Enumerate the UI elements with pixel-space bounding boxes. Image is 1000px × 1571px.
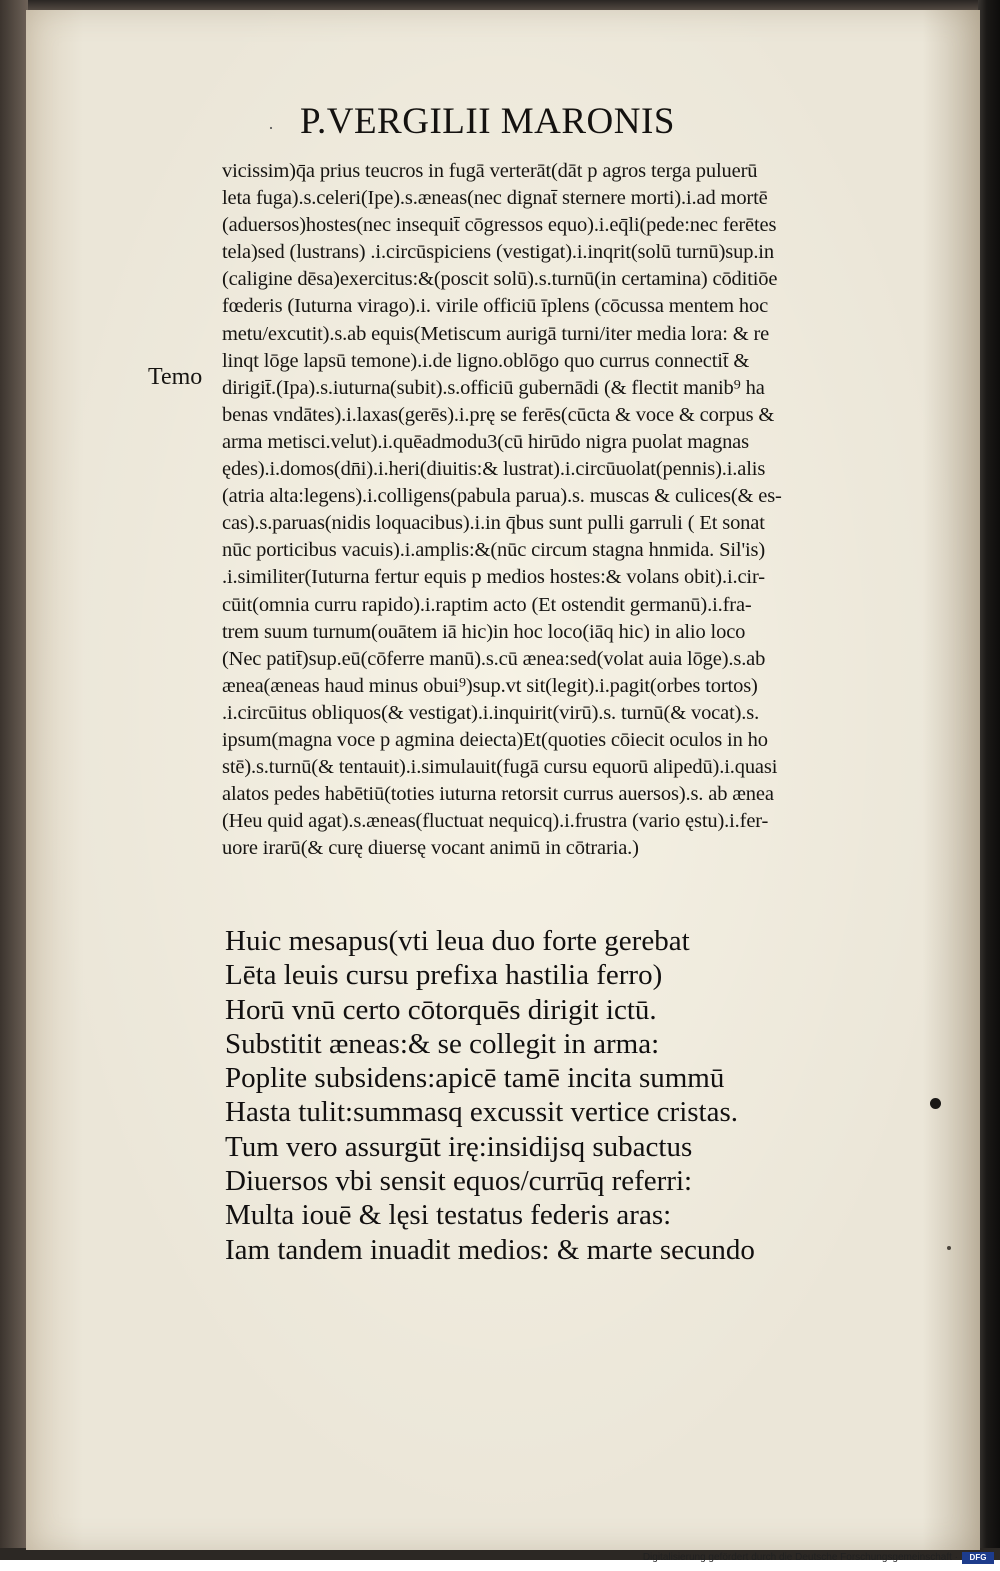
verse-line: Tum vero assurgūt irę:insidijsq subactus [225,1130,693,1163]
commentary-line: leta fuga).s.celeri(Ipe).s.æneas(nec dignat̄ sternere morti).i.ad mortē [222,187,768,210]
scanner-background-left [0,0,28,1560]
head-ornament-dot: · [268,118,274,138]
commentary-line: dirigit̄.(Ipa).s.iuturna(subit).s.officiū gubernādi (& flectit manib⁹ ha [222,376,765,399]
commentary-line: (aduersos)hostes(nec insequit̄ cōgressos equo).i.eq̄li(pede:nec ferētes [222,214,777,237]
verse-line: Horū vnū certo cōtorquēs dirigit ictū. [225,993,657,1026]
scanner-background-right [978,0,1000,1560]
commentary-line: trem suum turnum(ouātem iā hic)in hoc loco(iāq hic) in alio loco [222,620,746,643]
verse-line: Iam tandem inuadit medios: & marte secundo [225,1233,755,1266]
commentary-line: stē).s.turnū(& tentauit).i.simulauit(fugā cursu equorū alipedū).i.quasi [222,756,778,779]
commentary-line: fœderis (Iuturna virago).i. virile officiū īplens (cōcussa mentem hoc [222,295,769,318]
commentary-line: .i.circūitus obliquos(& vestigat).i.inquirit(virū).s. turnū(& vocat).s. [222,701,760,724]
verse-line: Multa iouē & lęsi testatus federis aras: [225,1199,672,1232]
commentary-line: (atria alta:legens).i.colligens(pabula parua).s. muscas & culices(& es- [222,485,782,508]
commentary-line: .i.similiter(Iuturna fertur equis p medios hostes:& volans obit).i.cir- [222,566,765,589]
commentary-line: metu/excutit).s.ab equis(Metiscum aurigā turni/iter media lora: & re [222,322,770,345]
verse-line: Huic mesapus(vti leua duo forte gerebat [225,925,690,957]
commentary-line: cūit(omnia curru rapido).i.raptim acto (Et ostendit germanū).i.fra- [222,593,752,616]
small-ink-dot-mark [947,1246,951,1250]
verse-line: Substitit æneas:& se collegit in arma: [225,1027,660,1060]
commentary-line: linqt lōge lapsū temone).i.de ligno.oblōgo quo currus connectit̄ & [222,349,750,372]
dfg-logo: DFG [962,1552,994,1564]
commentary-line: (Nec patit̄)sup.eū(cōferre manū).s.cū ænea:sed(volat auia lōge).s.ab [222,647,766,670]
commentary-line: arma metisci.velut).i.quēadmodu3(cū hirūdo nigra puolat magnas [222,430,749,453]
verse-line: Hasta tulit:summasq excussit vertice cristas. [225,1096,739,1129]
verse-line: Poplite subsidens:apicē tamē incita summū [225,1062,725,1095]
commentary-line: ędes).i.domos(dn̄i).i.heri(diuitis:& lustrat).i.circūuolat(pennis).i.alis [222,458,766,481]
verse-block [225,924,965,1267]
running-head: P.VERGILII MARONIS [300,101,675,142]
commentary-line: (Heu quid agat).s.æneas(fluctuat nequicq).i.frustra (vario ęstu).i.fer- [222,810,769,833]
commentary-line: uore irarū(& curę diuersę vocant animū in cōtraria.) [222,837,639,860]
digitization-credit: Digitalisierung gefördert durch die Deutsche Forschungsgemeinschaft · [642,1552,958,1563]
commentary-line: ænea(æneas haud minus obui⁹)sup.vt sit(legit).i.pagit(orbes tortos) [222,674,758,697]
commentary-block [222,158,957,862]
commentary-line: alatos pedes habētiū(toties iuturna retorsit currus auersos).s. ab ænea [222,783,774,806]
commentary-line: tela)sed (lustrans) .i.circūspiciens (vestigat).i.inqrit(solū turnū)sup.in [222,241,774,264]
commentary-line: vicissim)q̄a prius teucros in fugā verterāt(dāt p agros terga puluerū [222,160,758,182]
commentary-line: (caligine dēsa)exercitus:&(poscit solū).s.turnū(in certamina) cōditiōe [222,268,778,291]
commentary-line: cas).s.paruas(nidis loquacibus).i.in q̄bus sunt pulli garruli ( Et sonat [222,512,765,535]
verse-line: Lēta leuis cursu prefixa hastilia ferro) [225,959,663,992]
ink-dot-mark [930,1098,941,1109]
commentary-line: benas vndātes).i.laxas(gerēs).i.prę se ferēs(cūcta & voce & corpus & [222,403,775,426]
verse-line: Diuersos vbi sensit equos/currūq referri: [225,1165,693,1198]
commentary-line: nūc porticibus vacuis).i.amplis:&(nūc circum stagna hnmida. Sil'is) [222,539,766,562]
commentary-line: ipsum(magna voce p agmina deiecta)Et(quoties cōiecit oculos in ho [222,728,768,751]
marginal-note: Temo [148,364,203,390]
